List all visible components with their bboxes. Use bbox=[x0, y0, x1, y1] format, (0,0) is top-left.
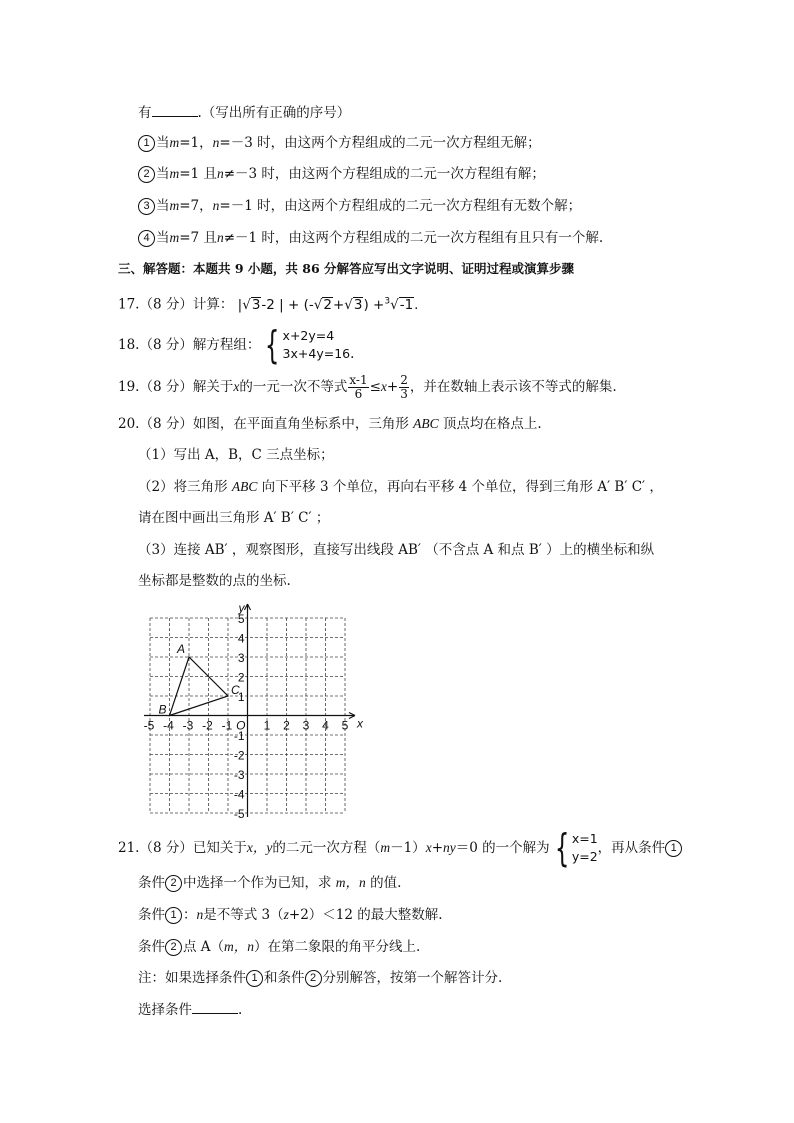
vars-mn: m，n bbox=[224, 939, 255, 954]
q16-option-2 bbox=[138, 165, 545, 183]
q16-option-3 bbox=[138, 197, 581, 215]
circled-number: 1 bbox=[665, 840, 682, 857]
expr-part: -2 | + (- bbox=[261, 296, 314, 313]
q21-text: 的值. bbox=[365, 875, 402, 891]
q16-option-4 bbox=[138, 229, 603, 247]
x-tick-label: 2 bbox=[283, 718, 290, 733]
q21-note bbox=[138, 969, 502, 987]
solution-rows bbox=[572, 830, 598, 866]
circled-number: 2 bbox=[165, 939, 182, 956]
q21-text: －1） bbox=[390, 840, 426, 856]
denominator: 6 bbox=[354, 386, 363, 401]
radicand: 3 bbox=[353, 296, 363, 313]
vertex-label-c: C bbox=[231, 683, 240, 697]
q18-system bbox=[260, 323, 351, 367]
x-tick-label: 5 bbox=[341, 718, 349, 733]
var-m: m bbox=[169, 135, 180, 150]
q21-text: ＝0 的一个解为 bbox=[455, 840, 550, 856]
y-tick-label: -3 bbox=[233, 768, 245, 782]
q16-tail-line bbox=[138, 103, 350, 122]
solution-x: x=1 bbox=[571, 831, 598, 846]
q21-text: . bbox=[238, 1002, 243, 1018]
coordinate-grid bbox=[138, 598, 368, 823]
y-tick-label: -5 bbox=[233, 807, 245, 821]
q17-expression: |√3-2 | + (-√2+√3) +$^3$√-1. bbox=[237, 296, 419, 313]
option-text: =－3 时，由这两个方程组成的二元一次方程组无解； bbox=[219, 135, 541, 151]
q20-part-2 bbox=[138, 478, 663, 496]
q21-text: 的二元一次方程（ bbox=[272, 840, 381, 856]
y-tick-label: 4 bbox=[237, 631, 245, 646]
q21-text: 条件 bbox=[138, 907, 165, 923]
circled-number: 1 bbox=[138, 135, 155, 152]
section3-heading: 三、解答题：本题共 9 小题，共 86 分解答应写出文字说明、证明过程或演算步骤 bbox=[118, 261, 575, 276]
q20-part-1: （1）写出 A，B，C 三点坐标； bbox=[138, 447, 334, 463]
circled-number: 1 bbox=[246, 970, 263, 987]
numerator: x-1 bbox=[349, 372, 368, 387]
q21-line-2 bbox=[138, 874, 401, 892]
equation-1: x+2y=4 bbox=[282, 328, 335, 343]
q17-label: 17.（8 分）计算： bbox=[118, 296, 234, 313]
q20-part-2-cont: 请在图中画出三角形 A′ B′ C′ ； bbox=[138, 510, 330, 526]
var-x: x bbox=[380, 379, 387, 394]
circled-number: 2 bbox=[138, 166, 155, 183]
root-index: 3 bbox=[384, 296, 391, 306]
q21-label: 21.（8 分）已知关于 bbox=[118, 840, 247, 856]
q21-condition-1 bbox=[138, 906, 443, 924]
circled-number: 2 bbox=[305, 970, 322, 987]
plus-sign: + bbox=[386, 379, 399, 395]
q16-option-1 bbox=[138, 134, 541, 152]
fraction bbox=[348, 374, 368, 401]
option-text: =－1 时，由这两个方程组成的二元一次方程组有无数个解； bbox=[219, 198, 582, 214]
y-tick-label: -1 bbox=[233, 729, 245, 743]
q20-text: 顶点均在格点上. bbox=[438, 416, 542, 432]
q19-line bbox=[118, 372, 617, 402]
var-n: n bbox=[212, 135, 220, 150]
brace-icon: { bbox=[265, 323, 280, 367]
q21-solution bbox=[550, 826, 598, 870]
circled-number: 4 bbox=[138, 230, 155, 247]
q18-line bbox=[118, 325, 354, 365]
radicand: 2 bbox=[323, 296, 332, 313]
option-text: 当 bbox=[156, 166, 170, 182]
option-text: =7， bbox=[179, 198, 213, 214]
option-text: 当 bbox=[156, 198, 170, 214]
origin-label: O bbox=[236, 718, 246, 733]
var-m: m bbox=[169, 198, 180, 213]
fraction bbox=[399, 374, 409, 401]
q16-suffix: .（写出所有正确的序号） bbox=[197, 105, 351, 121]
q21-text: 条件 bbox=[138, 875, 165, 891]
radicand: -1 bbox=[399, 296, 414, 313]
x-tick-label: -1 bbox=[221, 718, 233, 733]
y-tick-label: 5 bbox=[237, 612, 245, 626]
x-tick-label: 3 bbox=[302, 718, 310, 733]
q20-text: （2）将三角形 bbox=[138, 479, 232, 495]
q18-end: . bbox=[350, 346, 355, 362]
solution-y: y=2 bbox=[571, 849, 598, 864]
q20-label: 20.（8 分）如图，在平面直角坐标系中，三角形 bbox=[118, 416, 414, 432]
q21-text: 点 A（ bbox=[183, 939, 225, 955]
q21-text: 是不等式 3（ bbox=[203, 907, 284, 923]
brace-icon: { bbox=[554, 826, 569, 870]
q21-text: 分别解答，按第一个解答计分. bbox=[322, 970, 503, 986]
q21-choose bbox=[138, 1000, 242, 1019]
q21-text: ）在第二象限的角平分线上. bbox=[254, 939, 421, 955]
var-n: n bbox=[212, 198, 220, 213]
x-tick-label: -5 bbox=[143, 718, 155, 733]
radicand: 3 bbox=[251, 296, 261, 313]
triangle-name: ABC bbox=[413, 416, 439, 431]
q18-label: 18.（8 分）解方程组： bbox=[118, 337, 261, 353]
q20-part-3: （3）连接 AB′ ，观察图形，直接写出线段 AB′ （不含点 A 和点 B′ ）上的横坐标和纵 bbox=[138, 542, 655, 558]
q21-text: 条件 bbox=[138, 939, 165, 955]
var-m: m bbox=[380, 840, 391, 855]
var-z: z bbox=[283, 907, 289, 922]
y-tick-label: -2 bbox=[233, 748, 245, 763]
circled-number: 1 bbox=[165, 907, 182, 924]
var-m: m bbox=[169, 230, 180, 245]
numerator: 2 bbox=[400, 372, 408, 387]
var-n: n bbox=[216, 230, 224, 245]
q20-text: 向下平移 3 个单位，再向右平移 4 个单位，得到三角形 A′ B′ C′ ， bbox=[257, 479, 663, 495]
q21-line bbox=[118, 828, 683, 868]
q19-text: 的一元一次不等式 bbox=[239, 379, 348, 395]
q17-line bbox=[118, 292, 418, 314]
y-tick-label: 2 bbox=[237, 670, 245, 685]
var-n: n bbox=[196, 907, 204, 922]
option-text: =1 且 bbox=[179, 166, 217, 182]
option-text: =1， bbox=[179, 135, 213, 151]
circled-number: 3 bbox=[138, 198, 155, 215]
vertex-label-a: A bbox=[177, 642, 186, 656]
q21-text: +2）＜12 的最大整数解. bbox=[288, 907, 443, 923]
x-tick-label: -3 bbox=[182, 718, 194, 733]
expr-part: ) + bbox=[363, 296, 385, 313]
vertex-label-b: B bbox=[158, 702, 167, 717]
q19-text: ，并在数轴上表示该不等式的解集. bbox=[409, 379, 617, 395]
expr-part: + bbox=[332, 296, 345, 313]
vars-xy: x，y bbox=[246, 840, 273, 855]
x-tick-label: -2 bbox=[202, 718, 213, 733]
var-ny: ny bbox=[443, 840, 456, 855]
option-text: ≠－3 时，由这两个方程组成的二元一次方程组有解； bbox=[223, 166, 545, 182]
q21-text: 选择条件 bbox=[138, 1002, 192, 1018]
option-text: 当 bbox=[156, 135, 170, 151]
x-tick-label: 4 bbox=[322, 718, 329, 733]
x-tick-label: 1 bbox=[263, 718, 271, 733]
leq-sign: ≤ bbox=[369, 379, 381, 395]
circled-number: 2 bbox=[165, 875, 182, 892]
option-text: =7 且 bbox=[179, 230, 217, 246]
q16-answer-blank bbox=[152, 103, 198, 117]
q21-text: ： bbox=[183, 907, 197, 923]
var-m: m bbox=[169, 166, 180, 181]
y-axis-label: y bbox=[238, 601, 245, 615]
option-text: ≠－1 时，由这两个方程组成的二元一次方程组有且只有一个解. bbox=[223, 230, 604, 246]
vars-mn: m，n bbox=[335, 875, 366, 890]
system-rows bbox=[283, 327, 351, 363]
q21-text: 注：如果选择条件 bbox=[138, 970, 246, 986]
q21-text: 和条件 bbox=[264, 970, 305, 986]
option-text: 当 bbox=[156, 230, 170, 246]
y-tick-label: -4 bbox=[233, 787, 245, 802]
expr-part: . bbox=[414, 296, 419, 313]
x-axis-label: x bbox=[357, 716, 363, 731]
plus-sign: + bbox=[431, 840, 443, 856]
expr-part: | bbox=[237, 296, 243, 313]
q16-prefix: 有 bbox=[138, 105, 152, 121]
equation-2: 3x+4y=16 bbox=[282, 346, 351, 361]
denominator: 3 bbox=[400, 386, 408, 401]
y-tick-label: 3 bbox=[237, 651, 245, 665]
triangle-abc bbox=[170, 657, 229, 716]
var-n: n bbox=[216, 166, 224, 181]
y-tick-label: 1 bbox=[237, 690, 245, 704]
q21-condition-2 bbox=[138, 938, 420, 956]
q21-text: 中选择一个作为已知，求 bbox=[183, 875, 336, 891]
var-x: x bbox=[233, 379, 240, 394]
x-tick-label: -4 bbox=[163, 718, 174, 733]
q20-part-3-cont: 坐标都是整数的点的坐标. bbox=[138, 573, 291, 589]
q21-text: ，再从条件 bbox=[597, 840, 666, 856]
choose-answer-blank bbox=[192, 1000, 238, 1014]
triangle-name: ABC bbox=[231, 479, 258, 494]
q20-line bbox=[118, 415, 542, 433]
var-x: x bbox=[425, 840, 432, 855]
q19-label: 19.（8 分）解关于 bbox=[118, 379, 234, 395]
